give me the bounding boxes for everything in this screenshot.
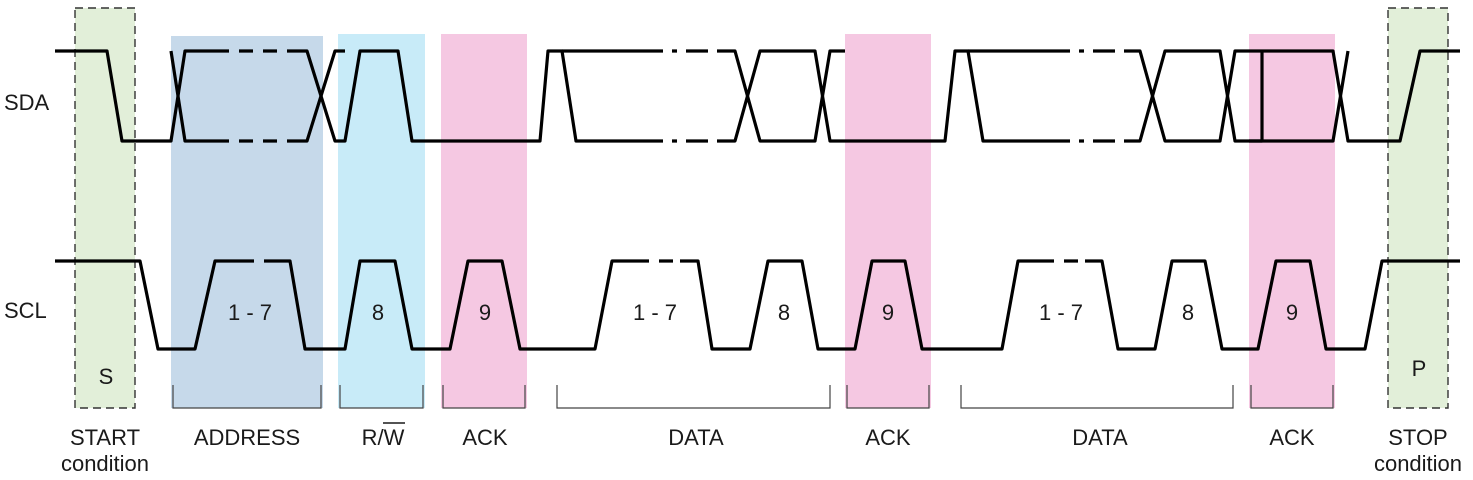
stop-marker: P — [1411, 356, 1427, 381]
phase-start-label: START — [69, 425, 141, 450]
rw-write-part: W — [383, 425, 405, 450]
clock-label-rw: 8 — [371, 300, 385, 325]
clock-label-data2: 1 - 7 — [1038, 300, 1084, 325]
phase-data2-label: DATA — [1072, 425, 1128, 450]
ack1-band — [441, 34, 527, 408]
phase-start-label-2: condition — [60, 451, 150, 476]
sda-label: SDA — [4, 90, 50, 115]
clock-label-address: 1 - 7 — [227, 300, 273, 325]
start-marker: S — [98, 364, 114, 389]
phase-stop-label: STOP — [1388, 425, 1448, 450]
stop-condition-band — [1388, 8, 1448, 408]
scl-label: SCL — [4, 298, 47, 323]
phase-address-label: ADDRESS — [193, 425, 301, 450]
clock-label-ack2: 9 — [881, 300, 895, 325]
start-condition-band — [75, 8, 135, 408]
address-band — [171, 36, 323, 408]
rw-band — [338, 34, 425, 408]
phase-ack2-label: ACK — [865, 425, 911, 450]
clock-label-data1: 1 - 7 — [632, 300, 678, 325]
ack2-band — [845, 34, 931, 408]
clock-label-ack3: 9 — [1285, 300, 1299, 325]
clock-label-data2-8: 8 — [1181, 300, 1195, 325]
phase-rw-label — [362, 425, 405, 450]
rw-read-part: R/ — [361, 425, 384, 450]
phase-data1-label: DATA — [668, 425, 724, 450]
phase-ack3-label: ACK — [1269, 425, 1315, 450]
clock-label-data1-8: 8 — [777, 300, 791, 325]
phase-ack1-label: ACK — [462, 425, 508, 450]
phase-stop-label-2: condition — [1373, 451, 1463, 476]
clock-label-ack1: 9 — [478, 300, 492, 325]
